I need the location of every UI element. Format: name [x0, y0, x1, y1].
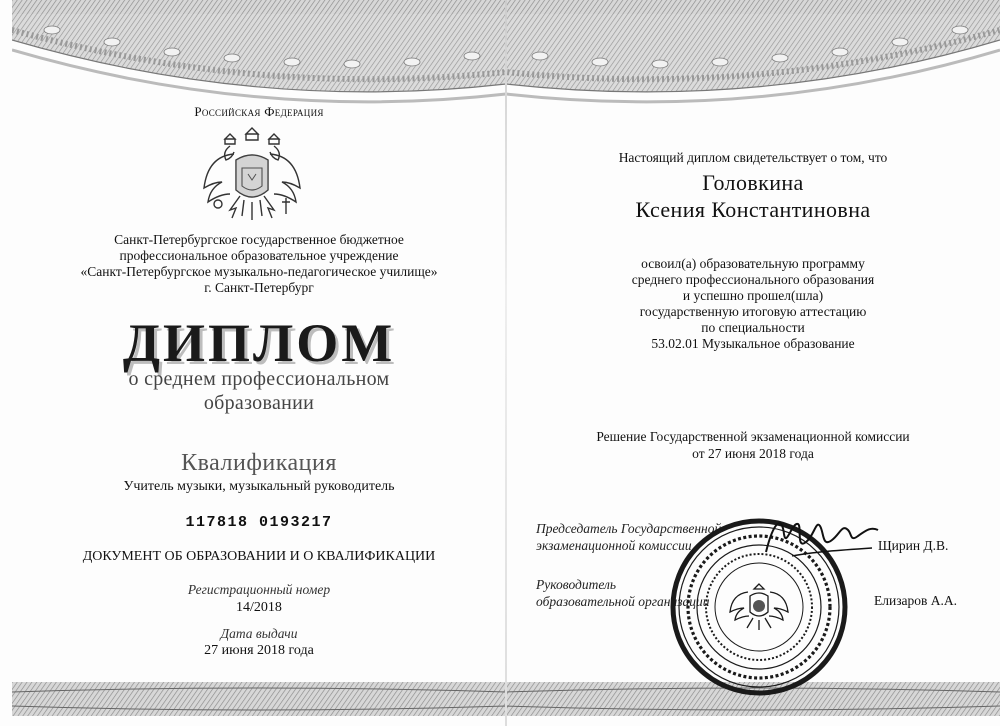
director-name: Елизаров А.А. — [874, 593, 958, 608]
program-line-1: освоил(а) образовательную программу — [641, 256, 865, 271]
decision-line-2: от 27 июня 2018 года — [692, 446, 814, 461]
registration-number: 14/2018 — [236, 600, 282, 615]
diploma-subtitle-line-2: образовании — [203, 392, 315, 414]
handwritten-signature-icon — [762, 512, 882, 562]
diploma-subtitle-line-1: о среднем профессиональном — [128, 368, 390, 390]
institution-line-1: Санкт-Петербургское государственное бюджетное — [114, 232, 404, 247]
country-name: Российская Федерация — [194, 104, 324, 119]
double-headed-eagle-icon — [200, 120, 304, 230]
program-line-4: государственную итоговую аттестацию — [639, 304, 867, 319]
chair-role-line-2: экзаменационной комиссии — [536, 538, 692, 553]
institution-line-2: профессиональное образовательное учреждение — [119, 248, 399, 263]
document-type: ДОКУМЕНТ ОБ ОБРАЗОВАНИИ И О КВАЛИФИКАЦИИ — [82, 549, 436, 564]
issue-date: 27 июня 2018 года — [204, 643, 314, 658]
qualification-value: Учитель музыки, музыкальный руководитель — [123, 479, 395, 494]
graduate-surname: Головкина — [702, 170, 804, 195]
left-page — [12, 0, 506, 726]
graduate-given-names: Ксения Константиновна — [635, 197, 871, 222]
program-line-3: и успешно прошел(шла) — [682, 288, 824, 303]
certificate-intro: Настоящий диплом свидетельствует о том, что — [618, 150, 888, 165]
issue-date-label: Дата выдачи — [220, 626, 298, 641]
diploma-title: ДИПЛОМ — [122, 313, 396, 373]
institution-line-4: г. Санкт-Петербург — [204, 280, 314, 295]
right-page — [506, 0, 1000, 726]
chair-name: Щирин Д.В. — [878, 538, 949, 553]
program-line-2: среднего профессионального образования — [631, 272, 875, 287]
decision-line-1: Решение Государственной экзаменационной комиссии — [596, 429, 910, 444]
institution-line-3: «Санкт-Петербургское музыкально-педагогическое училище» — [80, 264, 438, 279]
specialty-line: 53.02.01 Музыкальное образование — [651, 336, 855, 351]
program-line-5: по специальности — [701, 320, 805, 335]
director-role-line-2: образовательной организации — [536, 594, 710, 609]
qualification-heading: Квалификация — [181, 450, 337, 476]
registration-label: Регистрационный номер — [187, 582, 331, 597]
diploma-number: 117818 0193217 — [185, 514, 333, 531]
director-role-line-1: Руководитель — [536, 577, 617, 592]
chair-role-line-1: Председатель Государственной — [536, 521, 722, 536]
